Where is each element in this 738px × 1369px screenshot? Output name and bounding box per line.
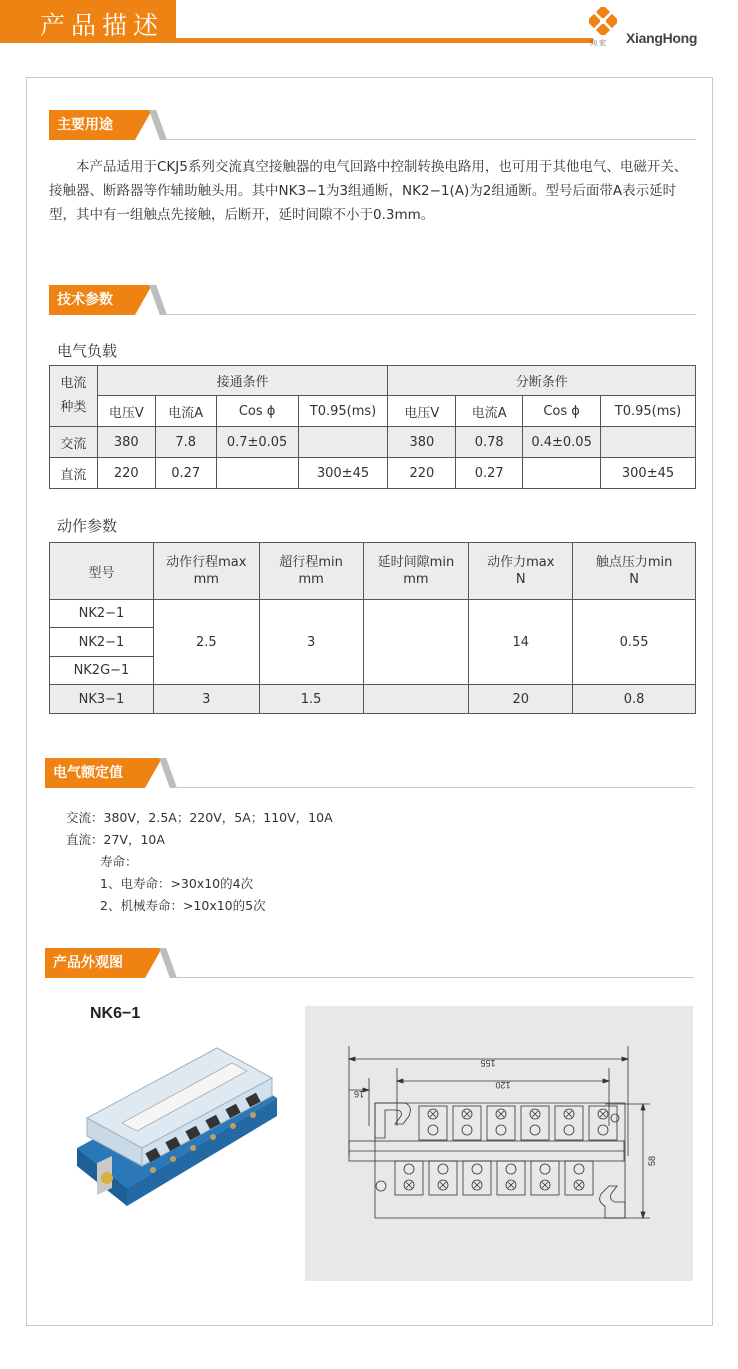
dim-label-height: 58	[647, 1155, 657, 1167]
column-header: 电流A	[456, 396, 523, 427]
table-row	[50, 685, 696, 714]
table-cell	[523, 458, 601, 489]
product-model-label: NK6−1	[90, 1005, 141, 1022]
logo-chinese-text: 向宏	[590, 39, 608, 47]
section-header-usage	[49, 110, 696, 140]
table-cell: 20	[469, 685, 573, 714]
model-cell: NK3−1	[50, 685, 154, 714]
table-row	[50, 427, 696, 458]
dim-label-overall: 155	[480, 1058, 496, 1068]
column-header: 延时间隙min mm	[363, 543, 469, 600]
column-header: T0.95(ms)	[601, 396, 696, 427]
table-row	[50, 600, 696, 628]
table-cell: 220	[97, 458, 155, 489]
usage-description: 本产品适用于CKJ5系列交流真空接触器的电气回路中控制转换电路用，也可用于其他电气、电磁开关、接触器、断路器等作辅助触头用。其中NK3−1为3组通断，NK2−1(A)为2组通断。型号后面带A表示延时型，其中有一组触点先接触，后断开，延时间隙不小于0.3mm。	[49, 159, 688, 223]
column-header: 超行程min mm	[259, 543, 363, 600]
column-header: 触点压力min N	[573, 543, 696, 600]
dim-label-offset: 16	[353, 1089, 365, 1099]
table-cell: 0.78	[456, 427, 523, 458]
brand-logo	[586, 7, 726, 47]
column-header: T0.95(ms)	[298, 396, 388, 427]
action-params-table	[49, 542, 696, 714]
table-cell: 380	[97, 427, 155, 458]
table-cell: 220	[388, 458, 456, 489]
table-cell: 14	[469, 600, 573, 685]
logo-mark-icon	[589, 7, 617, 35]
table-cell: 300±45	[298, 458, 388, 489]
table-cell: 0.4±0.05	[523, 427, 601, 458]
table-cell: 380	[388, 427, 456, 458]
model-cell: NK2−1	[50, 628, 154, 657]
table-cell: 3	[153, 685, 259, 714]
model-cell: NK2−1	[50, 600, 154, 628]
table-cell: 1.5	[259, 685, 363, 714]
section-header-appearance	[45, 948, 694, 978]
column-header: 电流A	[155, 396, 216, 427]
table-cell	[601, 427, 696, 458]
product-photo	[67, 1038, 307, 1218]
table-cell	[363, 685, 469, 714]
section-tab: 技术参数	[49, 285, 135, 315]
dim-label-inner: 120	[495, 1080, 511, 1090]
model-cell: NK2G−1	[50, 657, 154, 685]
table-cell: 0.55	[573, 600, 696, 685]
life-label: 寿命：	[100, 854, 138, 869]
section-rule	[175, 977, 694, 978]
logo-english-text: XiangHong	[626, 30, 698, 46]
table-cell: 7.8	[155, 427, 216, 458]
column-header: 动作行程max mm	[153, 543, 259, 600]
section-header-params	[49, 285, 696, 315]
table-row	[50, 458, 696, 489]
column-header: Cos ϕ	[216, 396, 298, 427]
column-header: 动作力max N	[469, 543, 573, 600]
table-cell: 0.27	[155, 458, 216, 489]
section-tab: 主要用途	[49, 110, 135, 140]
table-cell: 0.8	[573, 685, 696, 714]
row-label: 交流	[50, 427, 98, 458]
section-tab: 电气额定值	[45, 758, 145, 788]
break-conditions-header: 分断条件	[388, 366, 696, 396]
current-type-header: 电流 种类	[50, 366, 98, 427]
banner-title: 产品描述	[40, 11, 165, 40]
table-cell: 2.5	[153, 600, 259, 685]
action-params-title: 动作参数	[57, 517, 118, 535]
banner-underline	[176, 38, 593, 43]
table-cell: 300±45	[601, 458, 696, 489]
electrical-load-title: 电气负载	[57, 342, 118, 360]
table-cell	[216, 458, 298, 489]
life-mechanical-line: 2、机械寿命：>10x10的5次	[100, 898, 266, 913]
table-cell	[363, 600, 469, 685]
table-cell: 0.27	[456, 458, 523, 489]
life-electrical-line: 1、电寿命：>30x10的4次	[100, 876, 254, 891]
page-banner	[0, 0, 176, 43]
rated-dc-line: 直流：27V，10A	[66, 832, 165, 847]
row-label: 直流	[50, 458, 98, 489]
dimension-drawing-panel	[305, 1006, 693, 1281]
column-header: 电压V	[97, 396, 155, 427]
table-cell: 3	[259, 600, 363, 685]
section-rule	[175, 787, 694, 788]
electrical-load-table	[49, 365, 696, 489]
section-rule	[165, 314, 696, 315]
make-conditions-header: 接通条件	[97, 366, 388, 396]
column-header: Cos ϕ	[523, 396, 601, 427]
rated-ac-line: 交流：380V，2.5A；220V，5A；110V，10A	[66, 810, 333, 825]
section-tab: 产品外观图	[45, 948, 145, 978]
column-header: 型号	[50, 543, 154, 600]
section-header-rated	[45, 758, 694, 788]
column-header: 电压V	[388, 396, 456, 427]
table-cell: 0.7±0.05	[216, 427, 298, 458]
dimension-drawing	[305, 1006, 693, 1281]
content-panel	[26, 77, 713, 1326]
section-rule	[165, 139, 696, 140]
table-cell	[298, 427, 388, 458]
